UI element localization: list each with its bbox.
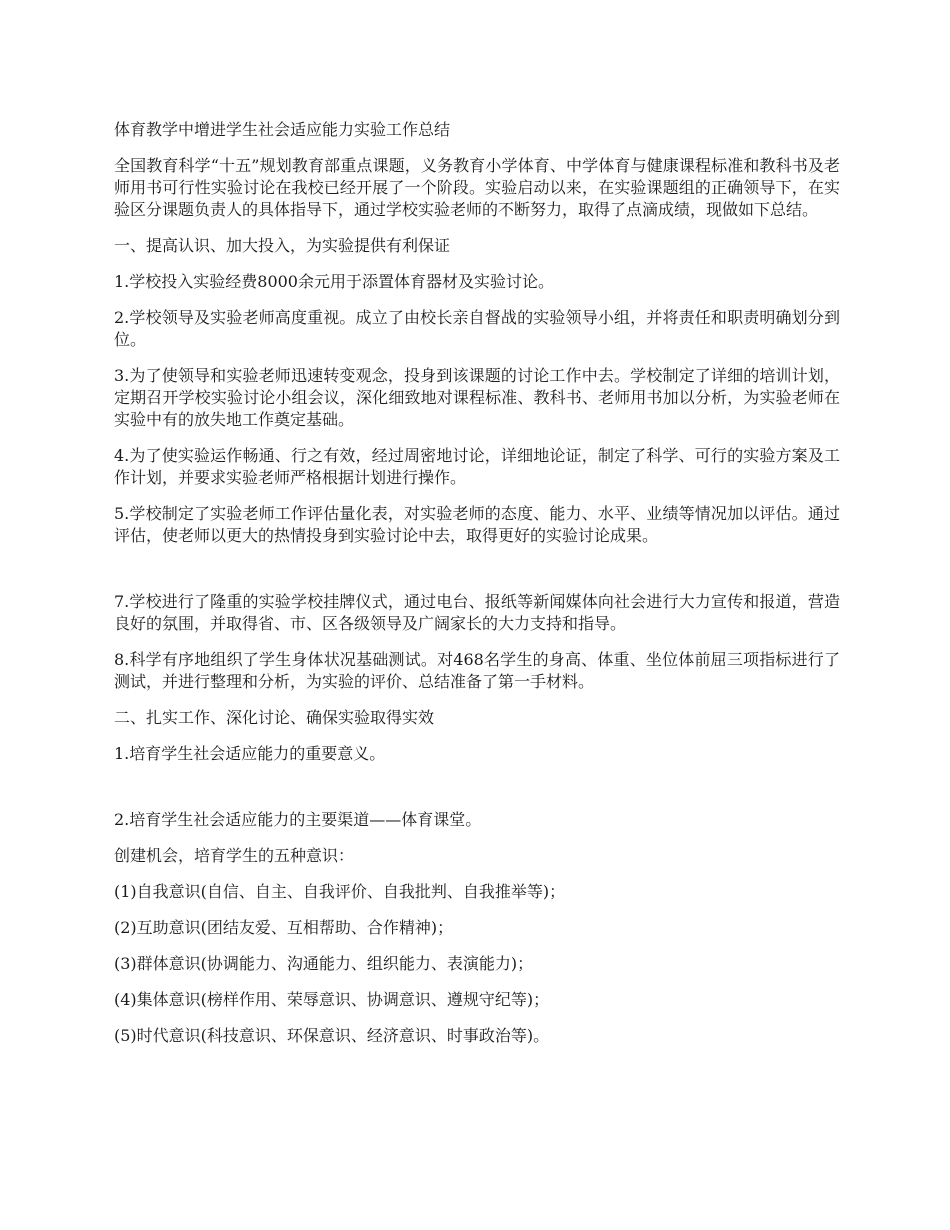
- intro-paragraph: 全国教育科学“十五”规划教育部重点课题，义务教育小学体育、中学体育与健康课程标准和教科书及老师用书可行性实验讨论在我校已经开展了一个阶段。实验启动以来，在实验课题组的正确领导下，在实验区分课题负责人的具体指导下，通过学校实验老师的不断努力，取得了点滴成绩，现做如下总结。: [114, 156, 840, 219]
- section1-heading: 一、提高认识、加大投入，为实验提供有利保证: [114, 236, 451, 255]
- list-item: 3.为了使领导和实验老师迅速转变观念，投身到该课题的讨论工作中去。学校制定了详细的培训计划，定期召开学校实验讨论小组会议，深化细致地对课程标准、教科书、老师用书加以分析，为实验老师在实验中有的放失地工作奠定基础。: [114, 366, 840, 429]
- section2-heading: 二、扎实工作、深化讨论、确保实验取得实效: [114, 708, 435, 727]
- list-item: 2.学校领导及实验老师高度重视。成立了由校长亲自督战的实验领导小组，并将责任和职责明确划分到位。: [114, 308, 840, 349]
- blank-gap: [114, 561, 840, 591]
- list-item: 7.学校进行了隆重的实验学校挂牌仪式，通过电台、报纸等新闻媒体向社会进行大力宣传和报道，营造良好的氛围，并取得省、市、区各级领导及广阔家长的大力支持和指导。: [114, 592, 840, 633]
- list-item: 8.科学有序地组织了学生身体状况基础测试。对468名学生的身高、体重、坐位体前屈三项指标进行了测试，并进行整理和分析，为实验的评价、总结准备了第一手材料。: [114, 650, 840, 691]
- blank-gap: [114, 779, 840, 809]
- list-item: 2.培育学生社会适应能力的主要渠道——体育课堂。: [114, 810, 482, 829]
- document-title: 体育教学中增进学生社会适应能力实验工作总结: [114, 120, 451, 139]
- consciousness-item: (4)集体意识(榜样作用、荣辱意识、协调意识、遵规守纪等)；: [114, 990, 550, 1009]
- lead-paragraph: 创建机会，培育学生的五种意识：: [114, 846, 355, 865]
- document-body: [114, 119, 840, 1061]
- consciousness-item: (5)时代意识(科技意识、环保意识、经济意识、时事政治等)。: [114, 1026, 550, 1045]
- list-item: 5.学校制定了实验老师工作评估量化表，对实验老师的态度、能力、水平、业绩等情况加以评估。通过评估，使老师以更大的热情投身到实验讨论中去，取得更好的实验讨论成果。: [114, 504, 840, 545]
- list-item: 1.培育学生社会适应能力的重要意义。: [114, 744, 386, 763]
- consciousness-item: (2)互助意识(团结友爱、互相帮助、合作精神)；: [114, 918, 454, 937]
- list-item: 4.为了使实验运作畅通、行之有效，经过周密地讨论，详细地论证，制定了科学、可行的实验方案及工作计划，并要求实验老师严格根据计划进行操作。: [114, 446, 840, 487]
- consciousness-item: (3)群体意识(协调能力、沟通能力、组织能力、表演能力)；: [114, 954, 534, 973]
- consciousness-item: (1)自我意识(自信、自主、自我评价、自我批判、自我推举等)；: [114, 882, 566, 901]
- list-item: 1.学校投入实验经费8000余元用于添置体育器材及实验讨论。: [114, 272, 554, 291]
